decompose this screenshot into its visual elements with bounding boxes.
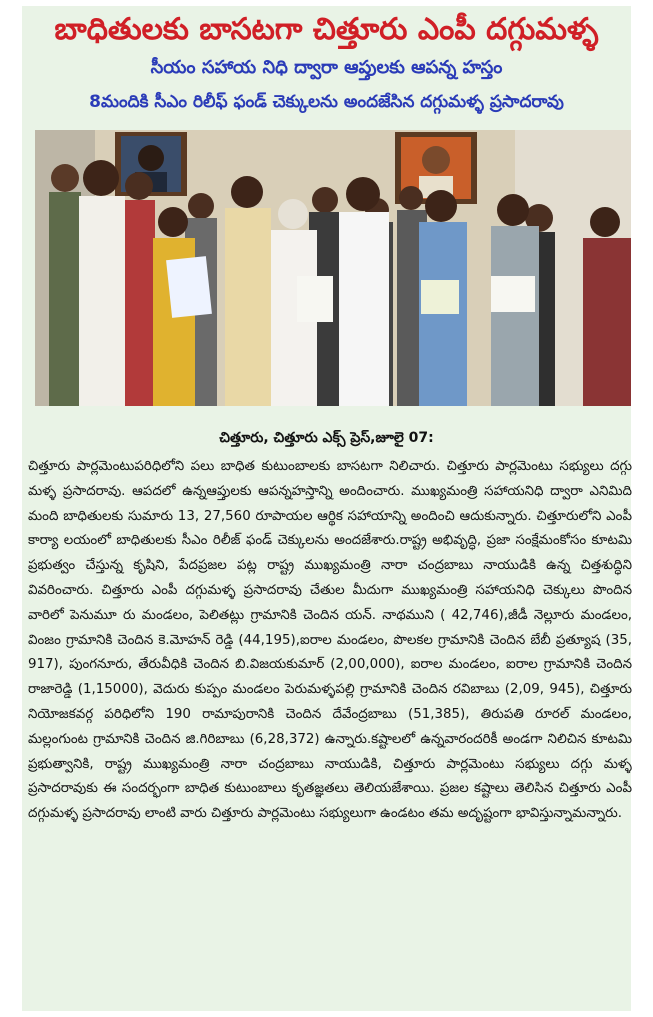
headline: బాధితులకు బాసటగా చిత్తూరు ఎంపీ దగ్గుమళ్ళ [54, 12, 599, 47]
subheadline-2: 8మందికి సీఎం రిలీఫ్ ఫండ్ చెక్కులను అందజేసిన దగ్గుమళ్ళ ప్రసాదరావు [89, 92, 564, 112]
article-body: చిత్తూరు పార్లమెంటుపరిధిలోని పలు బాధిత కుటుంబాలకు బాసటగా నిలిచారు. చిత్తూరు పార్లమెంటు సభ్యులు దగ్గు మళ్ళ ప్రసాదరావు. ఆపదలో ఉన్నఆప్తులకు ఆపన్నహస్తాన్ని అందించారు. ముఖ్యమంత్రి సహాయనిధి ద్వారా ఎనిమిది మంది బాధితులకు సుమారు 13, 27,560 రూపాయల ఆర్థిక సహాయాన్ని అందించి ఆదుకున్నారు. చిత్తూరులోని ఎంపీ కార్యా లయంలో బాధితులకు సీఎం రిలీజ్ ఫండ్ చెక్కులను అందజేశారు.రాష్ట్ర అభివృద్ధి, ప్రజా సంక్షేమంకోసం కూటమి ప్రభుత్వం చేస్తున్న కృషిని, పేదప్రజల పట్ల రాష్ట్ర ముఖ్యమంత్రి నారా చంద్రబాబు నాయుడికి ఉన్న చిత్తశుద్ధిని వివరించారు. చిత్తూరు ఎంపీ దగ్గుమళ్ళ ప్రసాదరావు చేతుల మీదుగా ముఖ్యమంత్రి సహాయనిధి చెక్కులు పొందిన వారిలో పెనుమూ రు మండలం, పెలితట్లు గ్రామానికి చెందిన యన్. నాథముని ( 42,746),జీడీ నెల్లూరు మండలం, వింజం గ్రామానికి చెందిన కె.మోహన్ రెడ్డి (44,195),ఐరాల మండలం, పొలకల గ్రామానికి చెందిన బేబీ ప్రత్యూష (35, 917), పుంగనూరు, తేరువీధికి చెందిన బి.విజయకుమార్ (2,00,000), ఐరాల మండలం, ఐరాల గ్రామానికి చెందిన రాజారెడ్డి (1,15000), వెదురు కుప్పం మండలం పెరుమళ్ళపల్లి గ్రామానికి చెందిన రవిబాబు (2,09, 945), చిత్తూరు నియోజకవర్గ పరిధిలోని 190 రామాపురానికి చెందిన దేవేంద్రబాబు (51,385), తిరుపతి రూరల్ మండలం, మల్లంగుంట గ్రామానికి చెందిన జి.గిరిబాబు (6,28,372) ఉన్నారు.కష్టాలలో ఉన్నవారందరికీ అండగా నిలిచిన కూటమి ప్రభుత్వానికి, రాష్ట్ర ముఖ్యమంత్రి నారా చంద్రబాబు నాయుడికి, చిత్తూరు పార్లమెంటు సభ్యులు దగ్గు మళ్ళ ప్రసాదరావుకు ఈ సందర్భంగా బాధిత కుటుంబాలు కృతజ్ఞతలు తెలియజేశాయి. ప్రజల కష్టాలు తెలిసిన చిత్తూరు ఎంపీ దగ్గుమళ్ళ ప్రసాదరావు లాంటి వారు చిత్తూరు పార్లమెంటు సభ్యులుగా ఉండటం తమ అదృష్టంగా భావిస్తున్నామన్నారు. [28, 459, 632, 822]
dateline: చిత్తూరు, చిత్తూరు ఎక్స్ ప్రెస్,జూలై 07: [219, 430, 434, 446]
group-photo-illustration [35, 130, 631, 406]
news-photo [35, 130, 631, 406]
subheadline-1: సీయం సహాయ నిధి ద్వారా ఆప్తులకు ఆపన్న హస్తం [150, 57, 503, 78]
